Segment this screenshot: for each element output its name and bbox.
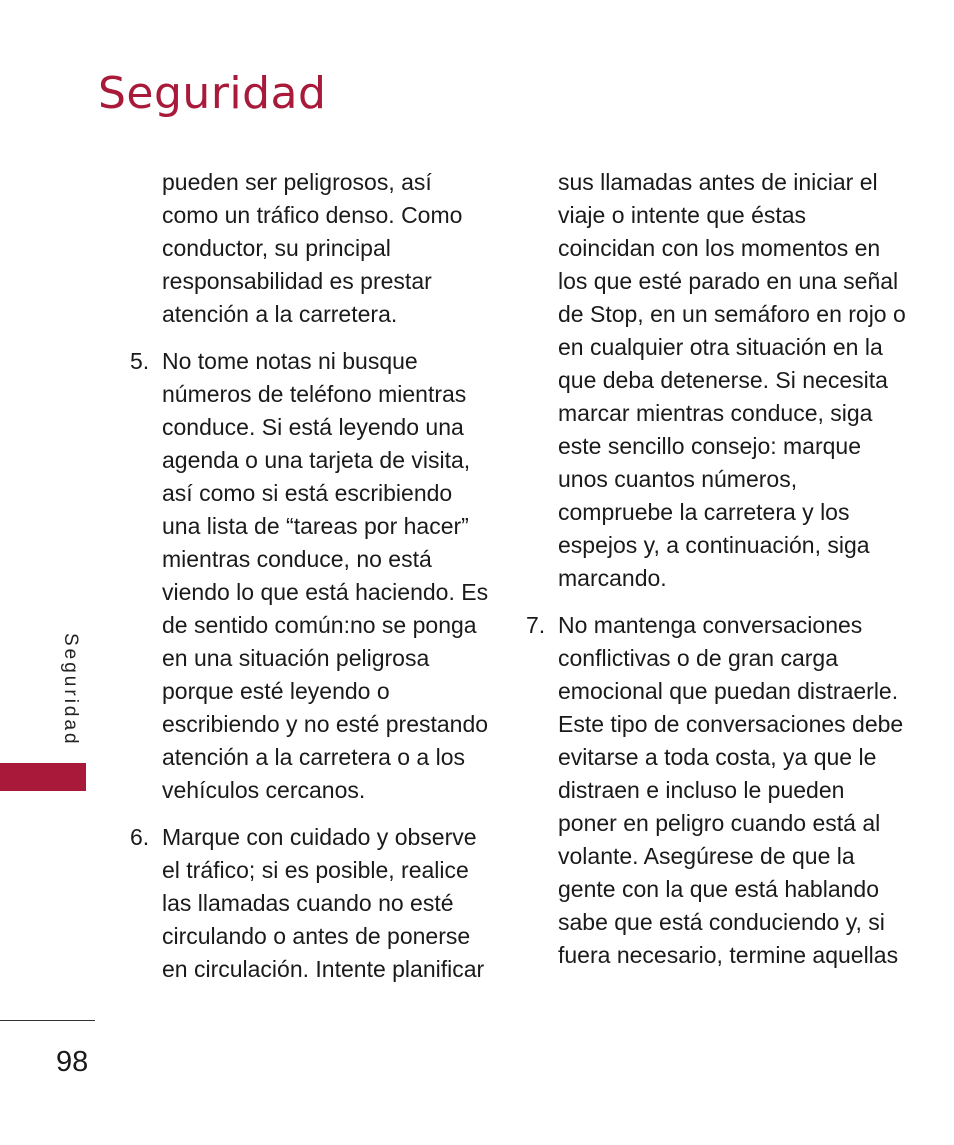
page-number: 98 <box>56 1046 89 1078</box>
continuation-paragraph <box>526 166 906 595</box>
list-item <box>130 345 490 807</box>
continuation-text: sus llamadas antes de iniciar el viaje o intente que éstas coincidan con los momentos en los que esté parado en una señal de Stop, en un semáforo en rojo o en cualquier otra situación en la que deba detenerse. Si necesita marcar mientras conduce, siga este sencillo consejo: marque unos cuantos números, compruebe la carretera y los espejos y, a continuación, siga marcando. <box>558 169 906 591</box>
intro-paragraph <box>130 166 490 331</box>
list-item-number: 5. <box>130 348 150 374</box>
list-item-text: Marque con cuidado y observe el tráfico; si es posible, realice las llamadas cuando no esté circulando o antes de ponerse en circulación. Intente planificar <box>162 824 485 982</box>
intro-text: pueden ser peligrosos, así como un tráfico denso. Como conductor, su principal responsabilidad es prestar atención a la carretera. <box>162 169 463 327</box>
footer-divider <box>0 1020 95 1021</box>
left-column <box>130 166 490 1000</box>
right-column <box>526 166 906 986</box>
section-tab-marker <box>0 763 86 791</box>
list-item-text: No tome notas ni busque números de teléfono mientras conduce. Si está leyendo una agenda o una tarjeta de visita, así como si está escribiendo una lista de “tareas por hacer” mientras conduce, no está viendo lo que está haciendo. Es de sentido común:no se ponga en una situación peligrosa porque esté leyendo o escribiendo y no esté prestando atención a la carretera o a los vehículos cercanos. <box>162 348 489 803</box>
list-item-text: No mantenga conversaciones conflictivas o de gran carga emocional que puedan distraerle. Este tipo de conversaciones debe evitarse a toda costa, ya que le distraen e incluso le pueden poner en peligro cuando está al volante. Asegúrese de que la gente con la que está hablando sabe que está conduciendo y, si fuera necesario, termine aquellas <box>558 612 904 968</box>
side-section-label: Seguridad <box>60 633 81 747</box>
list-item-number: 7. <box>526 612 546 638</box>
list-item <box>526 609 906 972</box>
list-item-number: 6. <box>130 824 150 850</box>
page-title: Seguridad <box>98 68 327 119</box>
list-item <box>130 821 490 986</box>
